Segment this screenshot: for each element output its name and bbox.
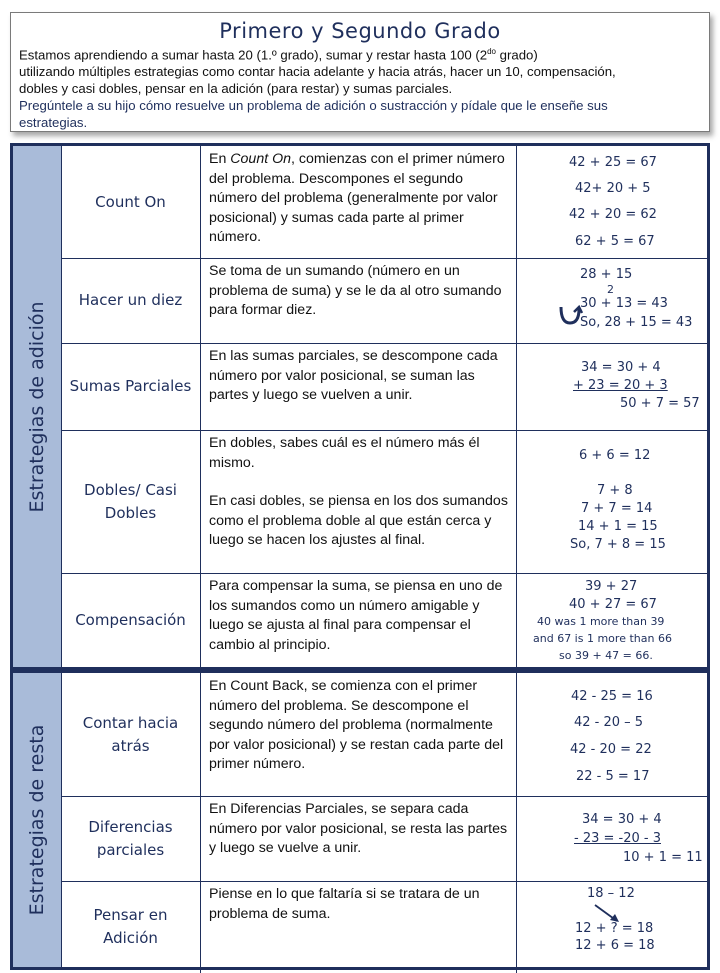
strategy-name: Hacer un diez bbox=[61, 258, 201, 343]
strategy-row-sumas-parciales bbox=[61, 343, 707, 431]
header-intro-line-2: utilizando múltiples estrategias como contar hacia adelante y hacia atrás, hacer un 10, compensación, bbox=[19, 64, 616, 80]
header-intro-line-3: dobles y casi dobles, pensar en la adición (para restar) y sumas parciales. bbox=[19, 81, 453, 97]
example-line: 7 + 7 = 14 bbox=[581, 501, 653, 516]
strategy-description: En Count On, comienzas con el primer número del problema. Descompones el segundo número del problema (generalmente por valor posicional) y sumas cada parte al primer número. bbox=[201, 146, 517, 258]
description-paragraph: En dobles, sabes cuál es el número más él mismo. bbox=[209, 435, 480, 471]
strategy-name: Diferencias parciales bbox=[61, 796, 201, 881]
example-line: 42 + 25 = 67 bbox=[569, 155, 657, 170]
header-parent-line-2: estrategias. bbox=[19, 115, 88, 131]
strategy-row-compensacion bbox=[61, 573, 707, 667]
example-line: + 23 = 20 + 3 bbox=[573, 378, 668, 393]
strategy-example bbox=[517, 796, 707, 881]
strategy-example bbox=[517, 146, 707, 258]
page-title: Primero y Segundo Grado bbox=[219, 19, 501, 43]
strategy-description: Se toma de un sumando (número en un problema de suma) y se le da al otro sumando para formar diez. bbox=[201, 258, 517, 343]
subtraction-side-label: Estrategias de resta bbox=[13, 673, 62, 967]
strategy-name: Dobles/ Casi Dobles bbox=[61, 430, 201, 573]
strategy-example bbox=[517, 573, 707, 667]
strategy-example bbox=[517, 343, 707, 430]
example-line: 39 + 27 bbox=[585, 579, 638, 594]
example-line: 7 + 8 bbox=[597, 483, 633, 498]
curved-arrow-icon bbox=[557, 303, 583, 327]
example-line: 40 + 27 = 67 bbox=[569, 597, 657, 612]
addition-side-label: Estrategias de adición bbox=[13, 146, 62, 667]
example-line: 62 + 5 = 67 bbox=[575, 234, 655, 249]
strategy-row-count-on bbox=[61, 146, 707, 259]
strategy-description: Piense en lo que faltaría si se tratara de un problema de suma. bbox=[201, 881, 517, 973]
example-line: 12 + ? = 18 bbox=[575, 921, 654, 936]
example-line: 30 + 13 = 43 bbox=[580, 296, 668, 311]
example-line: and 67 is 1 more than 66 bbox=[533, 632, 672, 645]
example-line: So, 28 + 15 = 43 bbox=[580, 315, 693, 330]
strategy-row-dobles bbox=[61, 430, 707, 574]
strategy-description: En las sumas parciales, se descompone cada número por valor posicional, se suman las partes y luego se vuelven a unir. bbox=[201, 343, 517, 430]
example-line: 12 + 6 = 18 bbox=[575, 938, 655, 953]
strategy-example bbox=[517, 430, 707, 573]
strategy-example bbox=[517, 881, 707, 973]
header-parent-line-1: Pregúntele a su hijo cómo resuelve un problema de adición o sustracción y pídale que le enseñe sus bbox=[19, 98, 608, 114]
example-line: - 23 = -20 - 3 bbox=[574, 831, 661, 846]
strategy-name: Count On bbox=[61, 146, 201, 258]
strategy-row-contar-hacia-atras bbox=[61, 673, 707, 797]
strategy-example bbox=[517, 258, 707, 343]
example-line: 28 + 15 bbox=[580, 267, 633, 282]
strategy-name: Contar hacia atrás bbox=[61, 673, 201, 796]
strategy-description: En Count Back, se comienza con el primer número del problema. Se descompone el segundo número del problema (normalmente por valor posicional) y se restan cada parte del primer número. bbox=[201, 673, 517, 796]
strategy-description: Para compensar la suma, se piensa en uno de los sumandos como un número amigable y luego se ajusta al final para compensar el cambio al principio. bbox=[201, 573, 517, 667]
example-line: 34 = 30 + 4 bbox=[581, 360, 661, 375]
example-line: 14 + 1 = 15 bbox=[578, 519, 658, 534]
example-line: 42+ 20 + 5 bbox=[575, 181, 651, 196]
example-line: so 39 + 47 = 66. bbox=[559, 649, 653, 662]
strategy-name: Pensar en Adición bbox=[61, 881, 201, 973]
subtraction-section bbox=[10, 670, 710, 970]
header-intro-line-1: Estamos aprendiendo a sumar hasta 20 (1.º grado), sumar y restar hasta 100 ($2^{do}$ grado) bbox=[19, 47, 538, 63]
example-line: 42 - 20 = 22 bbox=[570, 742, 652, 757]
example-line: 34 = 30 + 4 bbox=[582, 812, 662, 827]
example-line: 42 - 20 – 5 bbox=[574, 715, 644, 730]
strategy-row-hacer-un-diez bbox=[61, 258, 707, 344]
arrow-icon bbox=[593, 901, 623, 925]
description-paragraph: En casi dobles, se piensa en los dos sumandos como el problema doble al que están cerca y luego se hacen los ajustes al final. bbox=[209, 493, 508, 548]
example-line: 10 + 1 = 11 bbox=[623, 850, 703, 865]
example-line: 18 – 12 bbox=[587, 886, 635, 901]
example-line: 50 + 7 = 57 bbox=[620, 396, 700, 411]
strategy-row-diferencias-parciales bbox=[61, 796, 707, 882]
example-line: 2 bbox=[607, 283, 614, 296]
strategy-example bbox=[517, 673, 707, 796]
strategy-row-pensar-en-adicion bbox=[61, 881, 707, 973]
header-box bbox=[10, 12, 710, 132]
example-line: 42 - 25 = 16 bbox=[571, 689, 653, 704]
strategy-name: Compensación bbox=[61, 573, 201, 667]
strategy-name: Sumas Parciales bbox=[61, 343, 201, 430]
example-line: 42 + 20 = 62 bbox=[569, 207, 657, 222]
example-line: 40 was 1 more than 39 bbox=[537, 615, 665, 628]
strategy-description bbox=[201, 430, 517, 573]
example-line: 6 + 6 = 12 bbox=[579, 448, 651, 463]
example-line: So, 7 + 8 = 15 bbox=[570, 537, 666, 552]
addition-section bbox=[10, 143, 710, 670]
example-line: 22 - 5 = 17 bbox=[576, 769, 650, 784]
strategy-description: En Diferencias Parciales, se separa cada número por valor posicional, se resta las partes y luego se vuelve a unir. bbox=[201, 796, 517, 881]
